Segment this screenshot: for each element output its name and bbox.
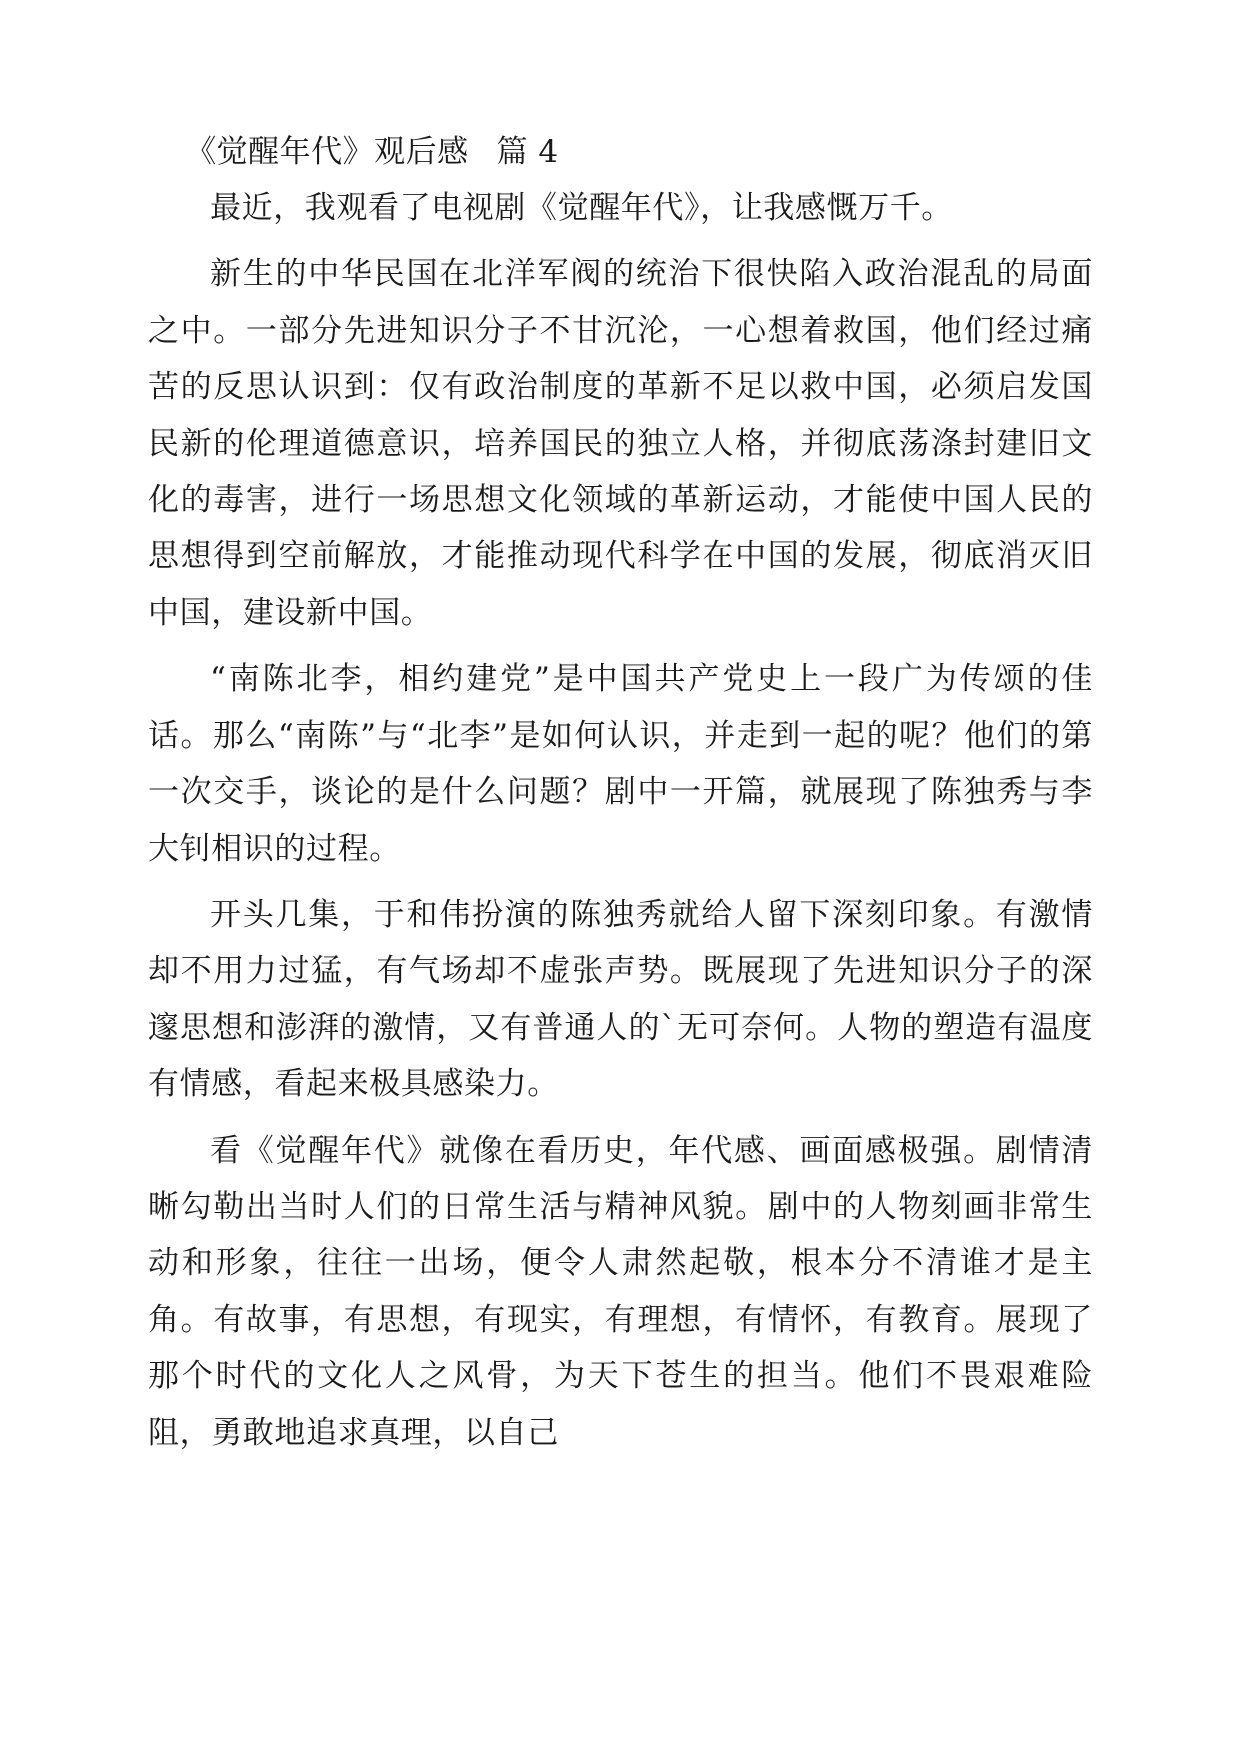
paragraph-5: 看《觉醒年代》就像在看历史，年代感、画面感极强。剧情清晰勾勒出当时人们的日常生活与精神风貌。剧中的人物刻画非常生动和形象，往往一出场，便令人肃然起敬，根本分不清谁才是主角。有故事，有思想，有现实，有理想，有情怀，有教育。展现了那个时代的文化人之风骨，为天下苍生的担当。他们不畏艰难险阻，勇敢地追求真理，以自己 — [148, 1132, 1093, 1451]
title-main-text: 《觉醒年代》观后感 — [185, 134, 469, 170]
paragraph-3: “南陈北李，相约建党”是中国共产党史上一段广为传颂的佳话。那么“南陈”与“北李”是如何认识，并走到一起的呢？他们的第一次交手，谈论的是什么问题？剧中一开篇，就展现了陈独秀与李大钊相识的过程。 — [148, 661, 1093, 867]
document-body — [148, 128, 1093, 1461]
paragraph-2: 新生的中华民国在北洋军阀的统治下很快陷入政治混乱的局面之中。一部分先进知识分子不甘沉沦，一心想着救国，他们经过痛苦的反思认识到：仅有政治制度的革新不足以救中国，必须启发国民新的伦理道德意识，培养国民的独立人格，并彻底荡涤封建旧文化的毒害，进行一场思想文化领域的革新运动，才能使中国人民的思想得到空前解放，才能推动现代科学在中国的发展，彻底消灭旧中国，建设新中国。 — [148, 256, 1093, 631]
paragraph-1: 最近，我观看了电视剧《觉醒年代》，让我感慨万千。 — [210, 190, 953, 227]
title-section-text: 篇 4 — [496, 134, 559, 170]
paragraph-4: 开头几集，于和伟扮演的陈独秀就给人留下深刻印象。有激情却不用力过猛，有气场却不虚张声势。既展现了先进知识分子的深邃思想和澎湃的激情，又有普通人的`无可奈何。人物的塑造有温度有情感，看起来极具感染力。 — [148, 896, 1093, 1103]
page-title — [148, 128, 1093, 176]
